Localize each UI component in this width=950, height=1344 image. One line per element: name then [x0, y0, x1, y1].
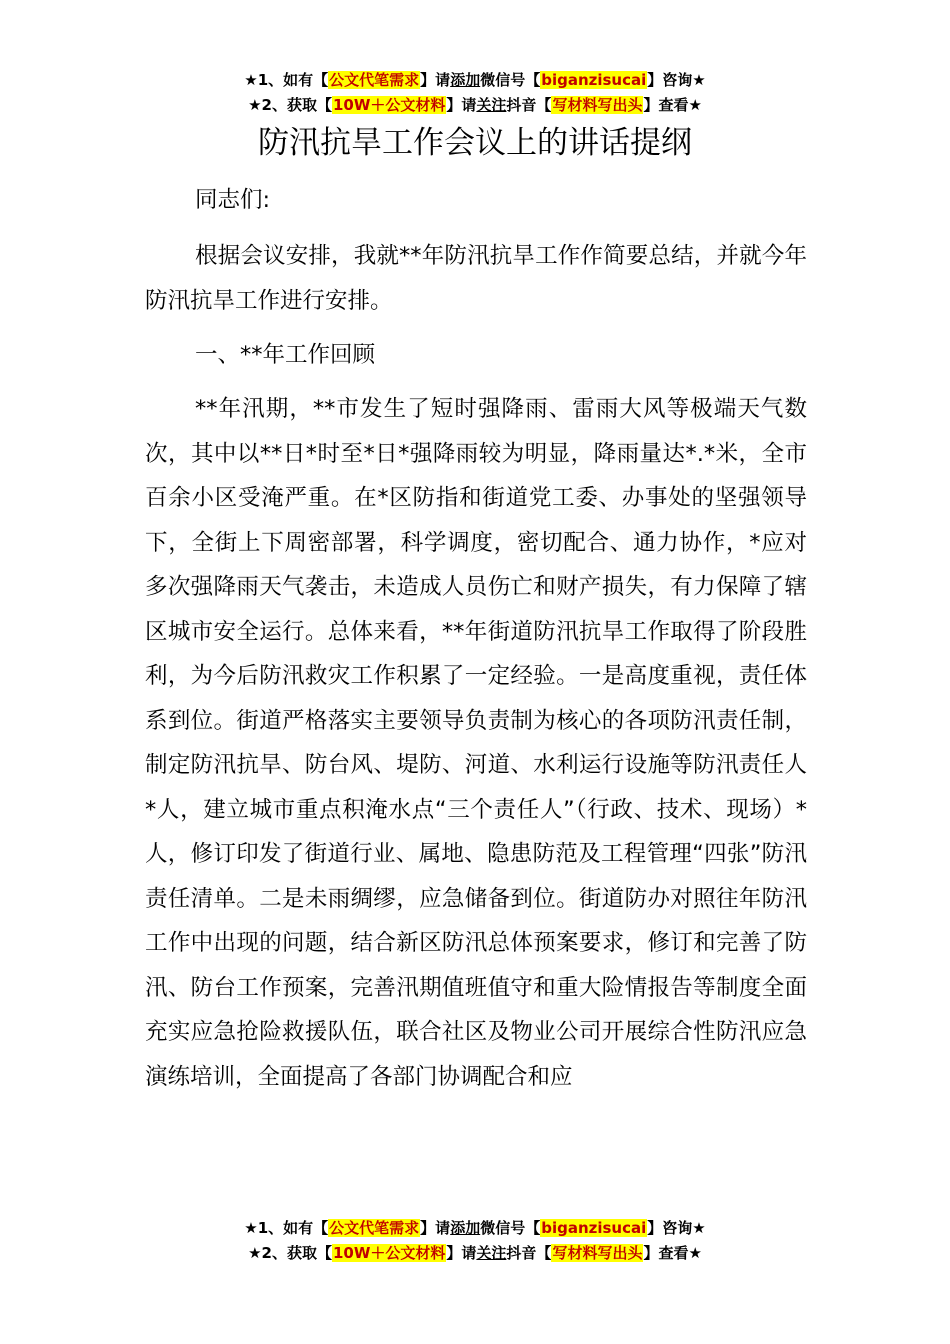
banner-text: 】咨询★	[647, 1219, 706, 1237]
header-banner	[0, 68, 950, 118]
banner-line-1	[0, 68, 950, 93]
footer-banner	[0, 1216, 950, 1266]
banner-underline: 关注	[476, 96, 507, 114]
banner-highlight: 写材料写出头	[552, 96, 643, 114]
banner-text: ★1、如有【	[244, 1219, 329, 1237]
intro-paragraph	[145, 234, 807, 323]
section-heading	[145, 333, 807, 378]
banner-text: 】请	[420, 1219, 451, 1237]
salutation	[145, 178, 807, 223]
banner-text: 】请	[420, 71, 451, 89]
banner-text: 抖音【	[506, 1244, 552, 1262]
banner-text: ★2、获取【	[248, 96, 332, 114]
banner-highlight: 公文代笔需求	[329, 1219, 420, 1237]
banner-text: 】查看★	[643, 96, 702, 114]
banner-text: 】咨询★	[647, 71, 706, 89]
banner-text: 】查看★	[643, 1244, 702, 1262]
section-heading-text: 一、**年工作回顾	[195, 342, 376, 368]
banner-underline: 关注	[476, 1244, 507, 1262]
banner-text: 】请	[446, 96, 477, 114]
banner-underline: 添加	[450, 71, 481, 89]
banner-highlight: 10W＋公文材料	[332, 96, 446, 114]
banner-highlight: 写材料写出头	[552, 1244, 643, 1262]
body-paragraph	[145, 387, 807, 1099]
banner-underline: 添加	[450, 1219, 481, 1237]
document-title: 防汛抗旱工作会议上的讲话提纲	[258, 125, 692, 161]
banner-highlight: 公文代笔需求	[329, 71, 420, 89]
banner-text: 抖音【	[506, 96, 552, 114]
banner-highlight: biganzisucai	[541, 1219, 647, 1237]
banner-line-2	[0, 1241, 950, 1266]
intro-text: 根据会议安排，我就**年防汛抗旱工作作简要总结，并就今年防汛抗旱工作进行安排。	[145, 243, 807, 314]
banner-highlight: 10W＋公文材料	[332, 1244, 446, 1262]
salutation-text: 同志们:	[195, 187, 271, 213]
banner-line-2	[0, 93, 950, 118]
banner-text: 微信号【	[480, 1219, 541, 1237]
body-paragraph-text: **年汛期，**市发生了短时强降雨、雷雨大风等极端天气数次，其中以**日*时至*日*强降雨较为明显，降雨量达*.*米，全市百余小区受淹严重。在*区防指和街道党工委、办事处的坚强领导下，全街上下周密部署，科学调度，密切配合、通力协作，*应对多次强降雨天气袭击，未造成人员伤亡和财产损失，有力保障了辖区城市安全运行。总体来看，**年街道防汛抗旱工作取得了阶段胜利，为今后防汛救灾工作积累了一定经验。一是高度重视，责任体系到位。街道严格落实主要领导负责制为核心的各项防汛责任制，制定防汛抗旱、防台风、堤防、河道、水利运行设施等防汛责任人*人，建立城市重点积淹水点“三个责任人”（行政、技术、现场）*人，修订印发了街道行业、属地、隐患防范及工程管理“四张”防汛责任清单。二是未雨绸缪，应急储备到位。街道防办对照往年防汛工作中出现的问题，结合新区防汛总体预案要求，修订和完善了防汛、防台工作预案，完善汛期值班值守和重大险情报告等制度全面充实应急抢险救援队伍，联合社区及物业公司开展综合性防汛应急演练培训，全面提高了各部门协调配合和应	[145, 396, 807, 1090]
banner-text: ★1、如有【	[244, 71, 329, 89]
banner-text: ★2、获取【	[248, 1244, 332, 1262]
banner-text: 】请	[446, 1244, 477, 1262]
banner-highlight: biganzisucai	[541, 71, 647, 89]
banner-text: 微信号【	[480, 71, 541, 89]
banner-line-1	[0, 1216, 950, 1241]
